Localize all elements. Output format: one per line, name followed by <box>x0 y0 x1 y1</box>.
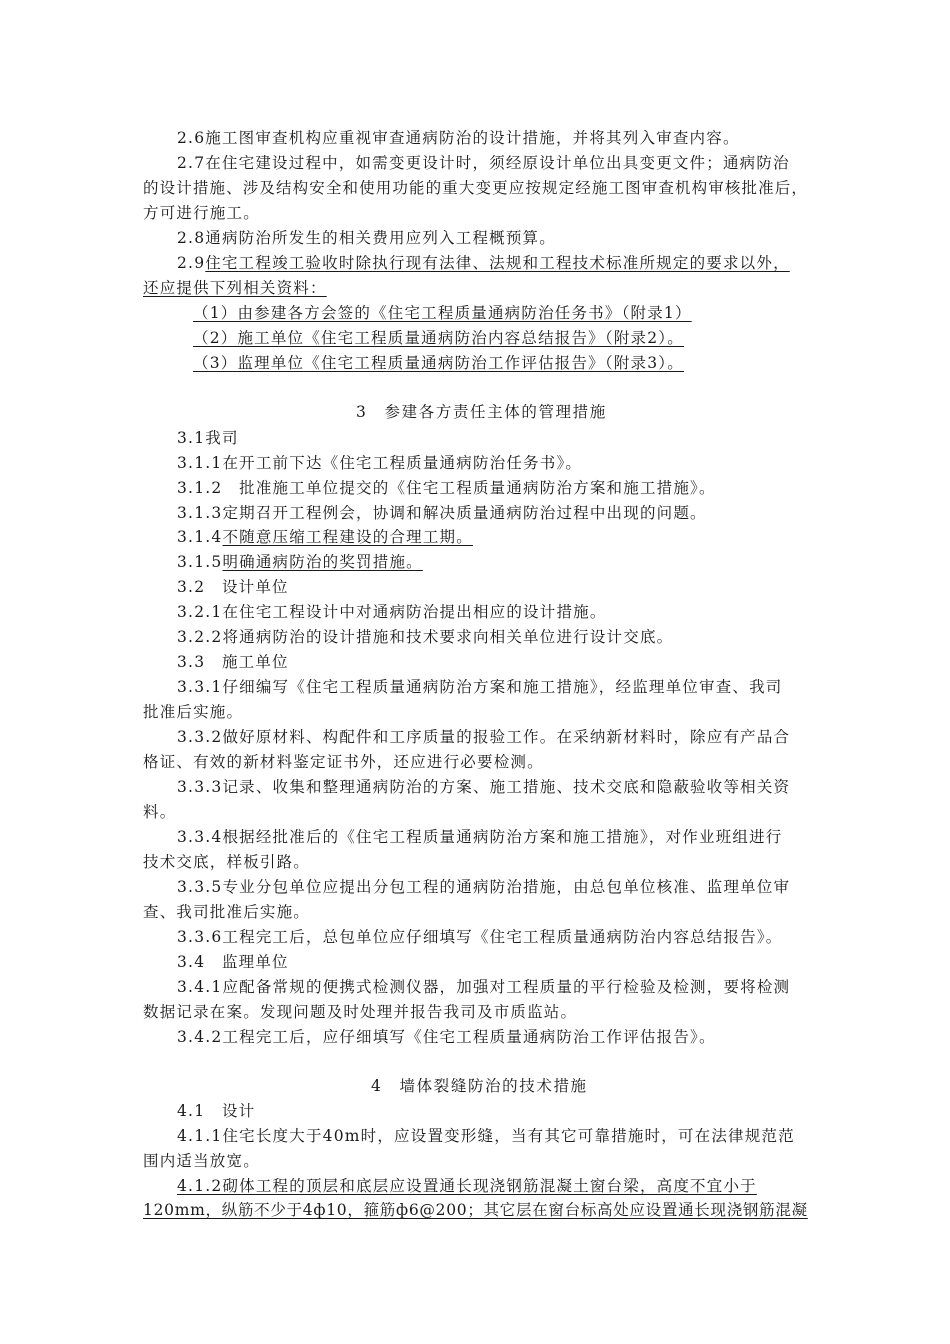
clause-3-3-4-line-2: 技术交底，样板引路。 <box>143 853 311 871</box>
paragraph-2-9-line-1 <box>177 253 790 273</box>
list-item-appendix-1: （1）由参建各方会签的《住宅工程质量通病防治任务书》（附录1） <box>193 304 692 322</box>
clause-3-1-3: 3.1.3定期召开工程例会，协调和解决质量通病防治过程中出现的问题。 <box>177 504 707 522</box>
clause-3-3-3-line-2: 料。 <box>143 803 177 821</box>
section-3-heading: 3 参建各方责任主体的管理措施 <box>356 403 607 421</box>
list-item-appendix-3: （3）监理单位《住宅工程质量通病防治工作评估报告》（附录3）。 <box>193 354 684 372</box>
underlined-clause-text: 明确通病防治的奖罚措施。 <box>222 553 423 571</box>
clause-4-1-1-line-2: 围内适当放宽。 <box>143 1152 260 1170</box>
paragraph-2-7-line-1: 2.7在住宅建设过程中，如需变更设计时，须经原设计单位出具变更文件；通病防治 <box>177 154 790 172</box>
paragraph-2-8: 2.8通病防治所发生的相关费用应列入工程概预算。 <box>177 229 556 247</box>
clause-number: 3.1.4 <box>177 528 223 546</box>
clause-3-3-6: 3.3.6工程完工后，总包单位应仔细填写《住宅工程质量通病防治内容总结报告》。 <box>177 928 783 946</box>
clause-3-3-5-line-1: 3.3.5专业分包单位应提出分包工程的通病防治措施，由总包单位核准、监理单位审 <box>177 878 791 896</box>
subsection-3-4: 3.4 监理单位 <box>177 953 289 971</box>
clause-3-1-4 <box>177 527 473 547</box>
paragraph-2-7-line-3: 方可进行施工。 <box>143 204 260 222</box>
clause-4-1-2-line-2: 120mm，纵筋不少于4ф10，箍筋ф6@200；其它层在窗台标高处应设置通长现浇钢筋混凝 <box>143 1201 808 1219</box>
list-item-appendix-2: （2）施工单位《住宅工程质量通病防治内容总结报告》（附录2）。 <box>193 329 684 347</box>
clause-3-1-2: 3.1.2 批准施工单位提交的《住宅工程质量通病防治方案和施工措施》。 <box>177 479 716 497</box>
subsection-3-3: 3.3 施工单位 <box>177 653 289 671</box>
clause-3-2-1: 3.2.1在住宅工程设计中对通病防治提出相应的设计措施。 <box>177 603 607 621</box>
clause-3-1-1: 3.1.1在开工前下达《住宅工程质量通病防治任务书》。 <box>177 454 583 472</box>
clause-3-3-1-line-1: 3.3.1仔细编写《住宅工程质量通病防治方案和施工措施》，经监理单位审查、我司 <box>177 678 783 696</box>
clause-3-4-1-line-2: 数据记录在案。发现问题及时处理并报告我司及市质监站。 <box>143 1003 578 1021</box>
clause-3-3-1-line-2: 批准后实施。 <box>143 703 244 721</box>
clause-number: 3.1.5 <box>177 553 223 571</box>
subsection-4-1: 4.1 设计 <box>177 1102 256 1120</box>
subsection-3-2: 3.2 设计单位 <box>177 578 289 596</box>
clause-4-1-2-line-1: 4.1.2砌体工程的顶层和底层应设置通长现浇钢筋混凝土窗台梁，高度不宜小于 <box>177 1177 757 1195</box>
section-4-heading: 4 墙体裂缝防治的技术措施 <box>371 1077 588 1095</box>
paragraph-2-6: 2.6施工图审查机构应重视审查通病防治的设计措施，并将其列入审查内容。 <box>177 129 740 147</box>
clause-3-2-2: 3.2.2将通病防治的设计措施和技术要求向相关单位进行设计交底。 <box>177 628 674 646</box>
clause-3-4-2: 3.4.2工程完工后，应仔细填写《住宅工程质量通病防治工作评估报告》。 <box>177 1028 716 1046</box>
underlined-clause-text: 不随意压缩工程建设的合理工期。 <box>222 528 473 546</box>
clause-3-3-4-line-1: 3.3.4根据经批准后的《住宅工程质量通病防治方案和施工措施》，对作业班组进行 <box>177 828 783 846</box>
paragraph-2-7-line-2: 的设计措施、涉及结构安全和使用功能的重大变更应按规定经施工图审查机构审核批准后， <box>143 179 809 197</box>
clause-4-1-1-line-1: 4.1.1住宅长度大于40m时，应设置变形缝，当有其它可靠措施时，可在法律规范范 <box>177 1127 795 1145</box>
clause-3-4-1-line-1: 3.4.1应配备常规的便携式检测仪器，加强对工程质量的平行检验及检测，要将检测 <box>177 978 791 996</box>
clause-number: 2.9 <box>177 254 206 272</box>
clause-3-3-3-line-1: 3.3.3记录、收集和整理通病防治的方案、施工措施、技术交底和隐蔽验收等相关资 <box>177 778 791 796</box>
paragraph-2-9-line-2: 还应提供下列相关资料： <box>143 279 327 297</box>
clause-3-3-5-line-2: 查、我司批准后实施。 <box>143 903 311 921</box>
underlined-clause-text: 住宅工程竣工验收时除执行现有法律、法规和工程技术标准所规定的要求以外， <box>205 254 790 272</box>
clause-3-1-5 <box>177 552 423 572</box>
clause-3-3-2-line-2: 格证、有效的新材料鉴定证书外，还应进行必要检测。 <box>143 753 544 771</box>
clause-3-3-2-line-1: 3.3.2做好原材料、构配件和工序质量的报验工作。在采纳新材料时，除应有产品合 <box>177 728 791 746</box>
subsection-3-1: 3.1我司 <box>177 429 239 447</box>
